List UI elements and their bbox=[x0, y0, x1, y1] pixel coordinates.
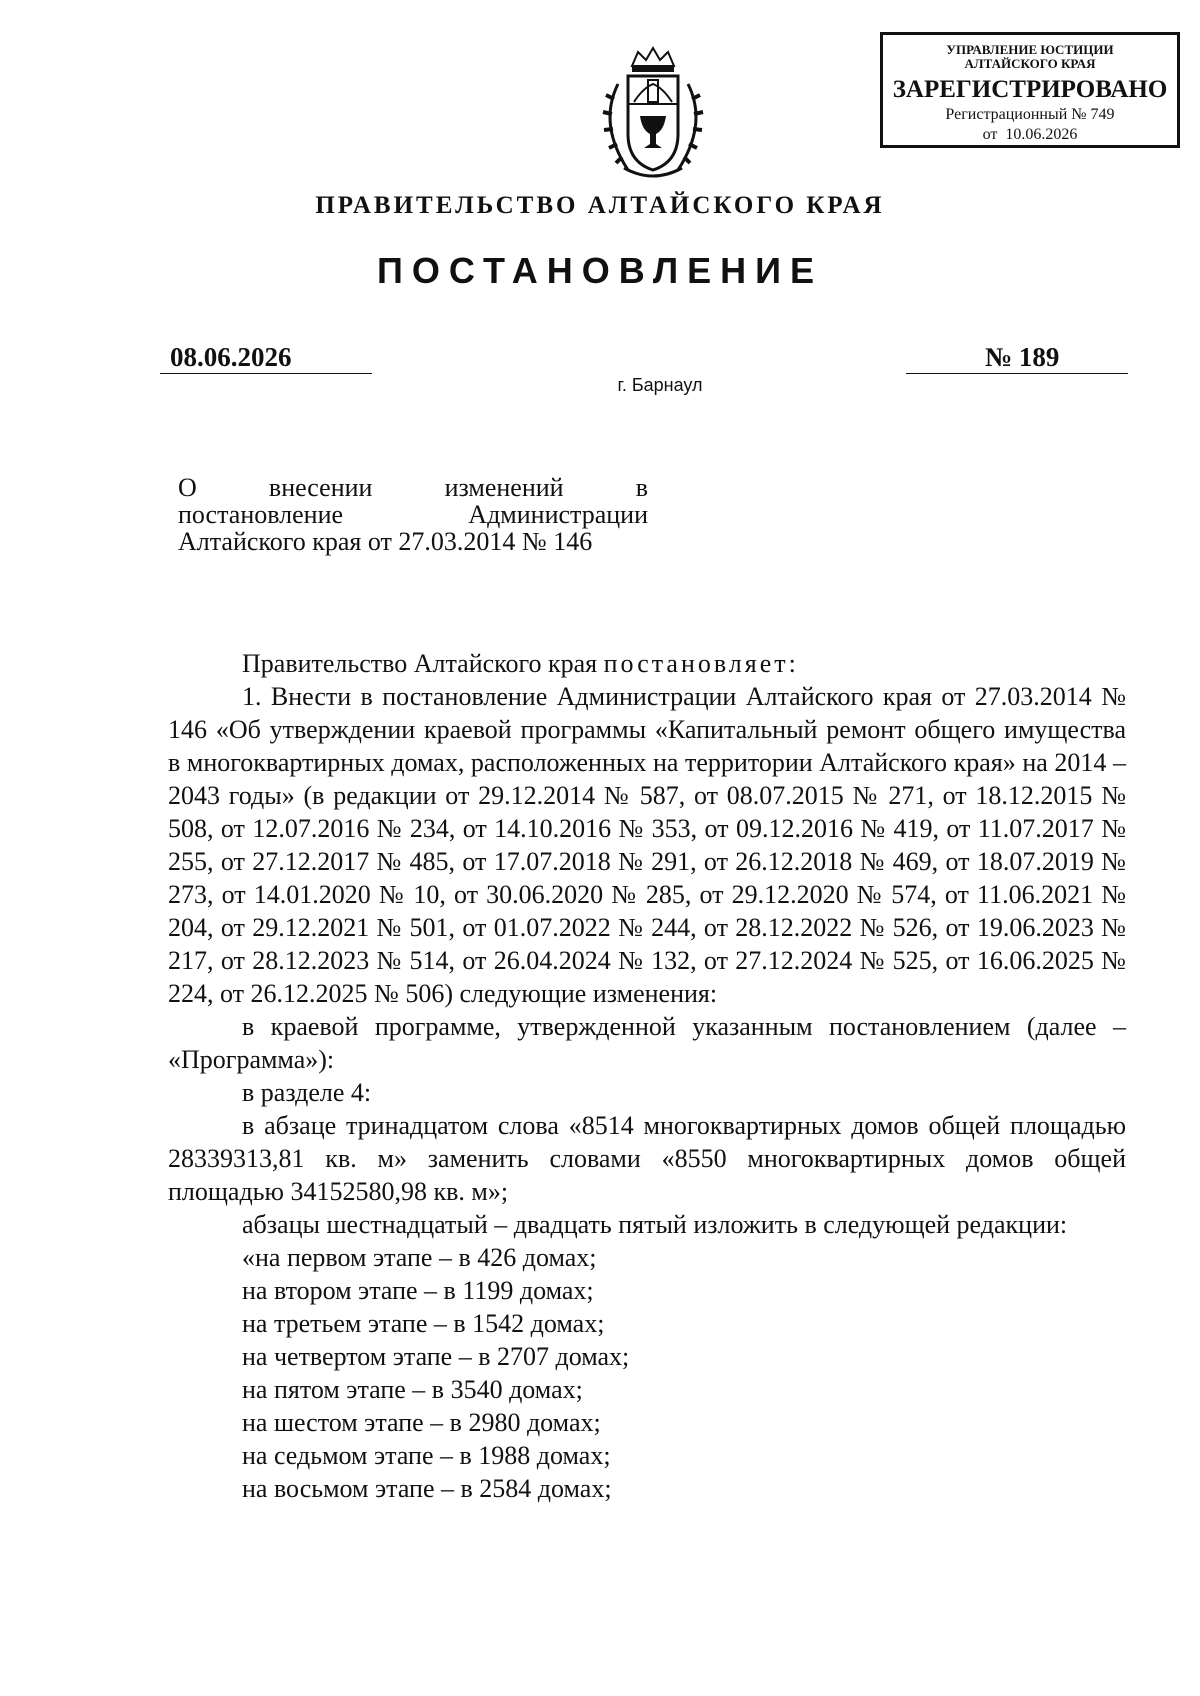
document-city: г. Барнаул bbox=[617, 375, 703, 395]
stage-item: на пятом этапе – в 3540 домах; bbox=[242, 1375, 583, 1404]
stamp-authority-line1: УПРАВЛЕНИЕ ЮСТИЦИИ bbox=[946, 42, 1114, 57]
authority-title: ПРАВИТЕЛЬСТВО АЛТАЙСКОГО КРАЯ bbox=[315, 192, 885, 219]
document-date: 08.06.2026 bbox=[170, 342, 292, 372]
body-intro bbox=[168, 647, 1126, 680]
document-type: ПОСТАНОВЛЕНИЕ bbox=[377, 250, 823, 291]
stamp-reg-number: Регистрационный № 749 bbox=[945, 106, 1115, 123]
stage-item: на шестом этапе – в 2980 домах; bbox=[242, 1408, 601, 1437]
body-paragraph-2: в краевой программе, утвержденной указанным постановлением (далее – «Программа»): bbox=[168, 1012, 1126, 1074]
document-number: № 189 bbox=[985, 342, 1060, 372]
stage-item: на седьмом этапе – в 1988 домах; bbox=[242, 1441, 611, 1470]
document-subject bbox=[178, 474, 648, 555]
stage-item: на четвертом этапе – в 2707 домах; bbox=[242, 1342, 630, 1371]
subject-line-2: постановление Администрации bbox=[178, 500, 648, 529]
number-underline bbox=[906, 373, 1128, 374]
intro-colon: : bbox=[788, 649, 796, 678]
stamp-reg-date: от 10.06.2026 bbox=[982, 126, 1078, 143]
stamp-status: ЗАРЕГИСТРИРОВАНО bbox=[892, 76, 1168, 103]
stage-item: на втором этапе – в 1199 домах; bbox=[242, 1276, 594, 1305]
registration-stamp bbox=[880, 32, 1180, 148]
body-paragraph-3: в разделе 4: bbox=[242, 1078, 372, 1107]
stage-item: на восьмом этапе – в 2584 домах; bbox=[242, 1474, 612, 1503]
body-paragraph-1: 1. Внести в постановление Администрации Алтайского края от 27.03.2014 № 146 «Об утверждении краевой программы «Капитальный ремонт общего имущества в многоквартирных домах, расположенных на территории Алтайского края» на 2014 – 2043 годы» (в редакции от 29.12.2014 № 587, от 08.07.2015 № 271, от 18.12.2015 № 508, от 12.07.2016 № 234, от 14.10.2016 № 353, от 09.12.2016 № 419, от 11.07.2017 № 255, от 27.12.2017 № 485, от 17.07.2018 № 291, от 26.12.2018 № 469, от 18.07.2019 № 273, от 14.01.2020 № 10, от 30.06.2020 № 285, от 29.12.2020 № 574, от 11.06.2021 № 204, от 29.12.2021 № 501, от 01.07.2022 № 244, от 28.12.2022 № 526, от 19.06.2023 № 217, от 28.12.2023 № 514, от 26.04.2024 № 132, от 27.12.2024 № 525, от 16.06.2025 № 224, от 26.12.2025 № 506) следующие изменения: bbox=[168, 682, 1126, 1008]
stamp-authority-line2: АЛТАЙСКОГО КРАЯ bbox=[964, 56, 1096, 71]
date-underline bbox=[160, 373, 372, 374]
subject-line-3: Алтайского края от 27.03.2014 № 146 bbox=[178, 527, 593, 556]
altai-krai-coat-of-arms-icon bbox=[588, 44, 718, 184]
body-paragraph-4: в абзаце тринадцатом слова «8514 многоквартирных домов общей площадью 28339313,81 кв. м» заменить словами «8550 многоквартирных домов общей площадью 34152580,98 кв. м»; bbox=[168, 1111, 1126, 1206]
intro-spaced-verb: постановляет bbox=[603, 649, 789, 678]
stage-item: «на первом этапе – в 426 домах; bbox=[242, 1243, 597, 1272]
body-paragraph-5: абзацы шестнадцатый – двадцать пятый изложить в следующей редакции: bbox=[242, 1210, 1068, 1239]
document-body bbox=[168, 647, 1126, 1505]
coat-of-arms-emblem bbox=[588, 44, 718, 184]
stage-item: на третьем этапе – в 1542 домах; bbox=[242, 1309, 605, 1338]
intro-main-text: Правительство Алтайского края bbox=[242, 649, 604, 678]
subject-line-1: О внесении изменений в bbox=[178, 473, 648, 502]
